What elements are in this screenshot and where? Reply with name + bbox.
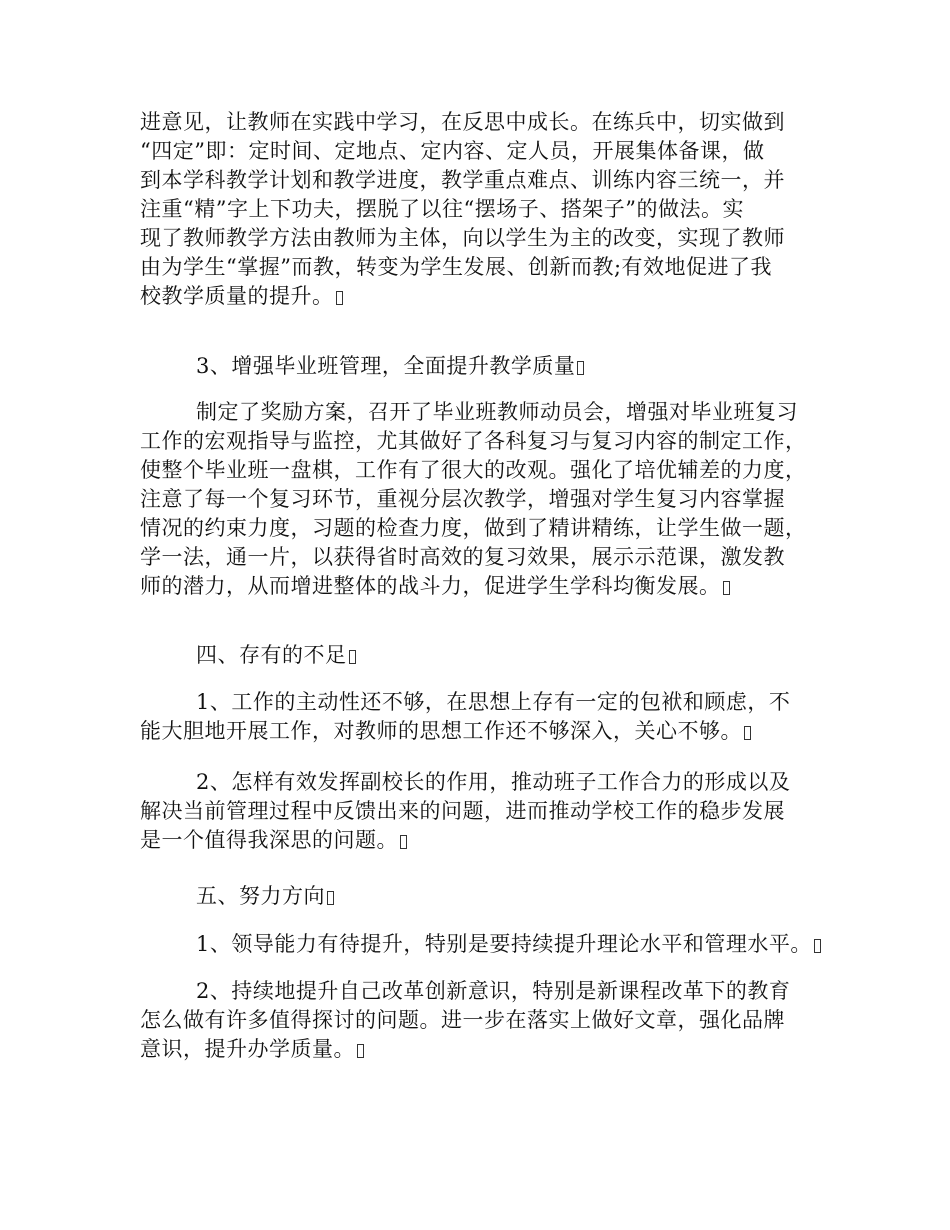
paragraph-teacher-training <box>140 108 840 311</box>
paragraph-graduating-class <box>140 398 840 601</box>
text-line: 2、怎样有效发挥副校长的作用，推动班子工作合力的形成以及 <box>196 770 791 794</box>
text-line: 注意了每一个复习环节，重视分层次教学，增强对学生复习内容掌握 <box>140 487 785 511</box>
text-line: 学一法，通一片，以获得省时高效的复习效果，展示示范课，激发教 <box>140 545 785 569</box>
paragraph-shortcoming-2 <box>140 768 840 855</box>
paragraph-direction-1 <box>140 930 840 959</box>
text-line: 意识，提升办学质量。 <box>140 1037 355 1061</box>
text-line: 工作的宏观指导与监控，尤其做好了各科复习与复习内容的制定工作， <box>140 429 807 453</box>
text-line: 校教学质量的提升。 <box>140 284 334 308</box>
paragraph-mark-icon <box>357 1044 364 1058</box>
heading-text: 五、努力方向 <box>196 884 325 908</box>
paragraph-mark-icon <box>744 726 751 740</box>
text-line: 解决当前管理过程中反馈出来的问题，进而推动学校工作的稳步发展 <box>140 799 785 823</box>
paragraph-mark-icon <box>814 939 821 953</box>
text-line: 能大胆地开展工作，对教师的思想工作还不够深入，关心不够。 <box>140 719 742 743</box>
text-line: 2、持续地提升自己改革创新意识，特别是新课程改革下的教育 <box>196 979 791 1003</box>
paragraph-mark-icon <box>327 891 334 905</box>
paragraph-direction-2 <box>140 977 840 1064</box>
text-line: 怎么做有许多值得探讨的问题。进一步在落实上做好文章，强化品牌 <box>140 1008 785 1032</box>
text-line: 1、领导能力有待提升，特别是要持续提升理论水平和管理水平。 <box>196 932 812 956</box>
text-line: 到本学科教学计划和教学进度，教学重点难点、训练内容三统一，并 <box>140 168 785 192</box>
paragraph-mark-icon <box>577 361 584 375</box>
paragraph-mark-icon <box>400 835 407 849</box>
heading-text: 四、存有的不足 <box>196 643 347 667</box>
paragraph-mark-icon <box>723 581 730 595</box>
paragraph-shortcoming-1 <box>140 688 840 746</box>
text-line: 师的潜力，从而增进整体的战斗力，促进学生学科均衡发展。 <box>140 574 721 598</box>
text-line: 由为学生“掌握”而教，转变为学生发展、创新而教;有效地促进了我 <box>140 255 773 279</box>
text-line: 1、工作的主动性还不够，在思想上存有一定的包袱和顾虑，不 <box>196 690 791 714</box>
text-line: 是一个值得我深思的问题。 <box>140 828 398 852</box>
heading-text: 3、增强毕业班管理，全面提升教学质量 <box>196 354 576 378</box>
text-line: 情况的约束力度，习题的检查力度，做到了精讲精练，让学生做一题， <box>140 516 807 540</box>
heading-direction <box>140 882 840 911</box>
text-line: 使整个毕业班一盘棋，工作有了很大的改观。强化了培优辅差的力度， <box>140 458 807 482</box>
heading-shortcomings <box>140 641 840 670</box>
paragraph-mark-icon <box>349 650 356 664</box>
text-line: 制定了奖励方案，召开了毕业班教师动员会，增强对毕业班复习 <box>196 400 798 424</box>
text-line: 现了教师教学方法由教师为主体，向以学生为主的改变，实现了教师 <box>140 226 785 250</box>
heading-graduating-class <box>140 352 840 381</box>
text-line: 注重“精”字上下功夫，摆脱了以往“摆场子、搭架子”的做法。实 <box>140 197 744 221</box>
paragraph-mark-icon <box>336 291 343 305</box>
text-line: “四定”即：定时间、定地点、定内容、定人员，开展集体备课，做 <box>140 139 765 163</box>
text-line: 进意见，让教师在实践中学习，在反思中成长。在练兵中，切实做到 <box>140 110 785 134</box>
